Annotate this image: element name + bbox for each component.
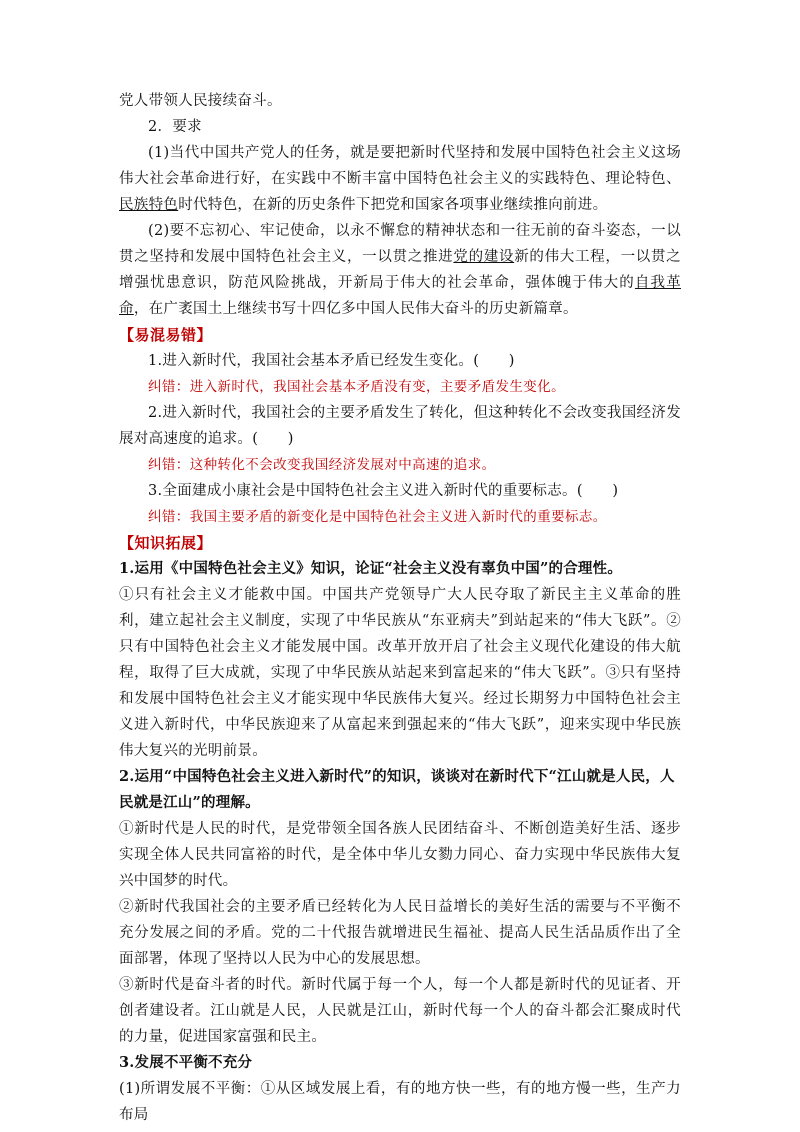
mistake-question-3: 3.全面建成小康社会是中国特色社会主义进入新时代的重要标志。( )	[148, 483, 619, 499]
underlined-term: 党的建设	[453, 249, 515, 265]
mistake-correction-1: 纠错：进入新时代，我国社会基本矛盾没有变，主要矛盾发生变化。	[148, 379, 565, 395]
knowledge-heading-1: 1.运用《中国特色社会主义》知识，论证“社会主义没有辜负中国”的合理性。	[119, 560, 623, 577]
document-page	[119, 88, 681, 1128]
mistakes-section-title: 【易混易错】	[119, 326, 213, 344]
underlined-term: 民族特色	[119, 197, 179, 213]
mistake-correction-2: 纠错：这种转化不会改变我国经济发展对中高速的追求。	[148, 457, 496, 473]
knowledge-section-title: 【知识拓展】	[119, 534, 213, 552]
mistake-question-1: 1.进入新时代，我国社会基本矛盾已经发生变化。( )	[148, 353, 515, 369]
knowledge-body-2-point-2: ②新时代我国社会的主要矛盾已经转化为人民日益增长的美好生活的需要与不平衡不充分发展之间的矛盾。党的二十代报告就增进民生福祉、提高人民生活品质作出了全面部署，体现了坚持以人民为中心的发展思想。	[119, 899, 681, 967]
knowledge-body-1: ①只有社会主义才能救中国。中国共产党领导广大人民夺取了新民主主义革命的胜利，建立起社会主义制度，实现了中华民族从“东亚病夫”到站起来的“伟大飞跃”。②只有中国特色社会主义才能发展中国。改革开放开启了社会主义现代化建设的伟大航程，取得了巨大成就，实现了中华民族从站起来到富起来的“伟大飞跃”。③只有坚持和发展中国特色社会主义才能实现中华民族伟大复兴。经过长期努力中国特色社会主义进入新时代，中华民族迎来了从富起来到强起来的“伟大飞跃”，迎来实现中华民族伟大复兴的光明前景。	[119, 587, 681, 759]
requirement-1: (1)当代中国共产党人的任务，就是要把新时代坚持和发展中国特色社会主义这场伟大社会革命进行好，在实践中不断丰富中国特色社会主义的实践特色、理论特色、民族特色时代特色，在新的历史条件下把党和国家各项事业继续推向前进。	[119, 145, 681, 213]
intro-continuation: 党人带领人民接续奋斗。	[119, 93, 282, 109]
requirement-2: (2)要不忘初心、牢记使命，以永不懈怠的精神状态和一往无前的奋斗姿态，一以贯之坚持和发展中国特色社会主义，一以贯之推进党的建设新的伟大工程，一以贯之增强忧患意识，防范风险挑战，开新局于伟大的社会革命，强体魄于伟大的自我革命，在广袤国土上继续书写十四亿多中国人民伟大奋斗的历史新篇章。	[119, 223, 681, 317]
mistake-question-2: 2.进入新时代，我国社会的主要矛盾发生了转化，但这种转化不会改变我国经济发展对高速度的追求。( )	[119, 405, 681, 447]
knowledge-body-2-point-1: ①新时代是人民的时代，是党带领全国各族人民团结奋斗、不断创造美好生活、逐步实现全体人民共同富裕的时代，是全体中华儿女勠力同心、奋力实现中华民族伟大复兴中国梦的时代。	[119, 821, 681, 889]
requirements-heading: 2．要求	[148, 119, 202, 135]
knowledge-heading-2: 2.运用“中国特色社会主义进入新时代”的知识，谈谈对在新时代下“江山就是人民，人民就是江山”的理解。	[119, 768, 675, 811]
knowledge-body-3-point-1: (1)所谓发展不平衡：①从区域发展上看，有的地方快一些，有的地方慢一些，生产力布局	[119, 1081, 681, 1123]
knowledge-heading-3: 3.发展不平衡不充分	[119, 1054, 253, 1071]
underlined-term: 自我革命	[119, 275, 681, 317]
knowledge-body-2-point-3: ③新时代是奋斗者的时代。新时代属于每一个人，每一个人都是新时代的见证者、开创者建设者。江山就是人民，人民就是江山，新时代每一个人的奋斗都会汇聚成时代的力量，促进国家富强和民主。	[119, 977, 681, 1045]
mistake-correction-3: 纠错：我国主要矛盾的新变化是中国特色社会主义进入新时代的重要标志。	[148, 509, 607, 525]
